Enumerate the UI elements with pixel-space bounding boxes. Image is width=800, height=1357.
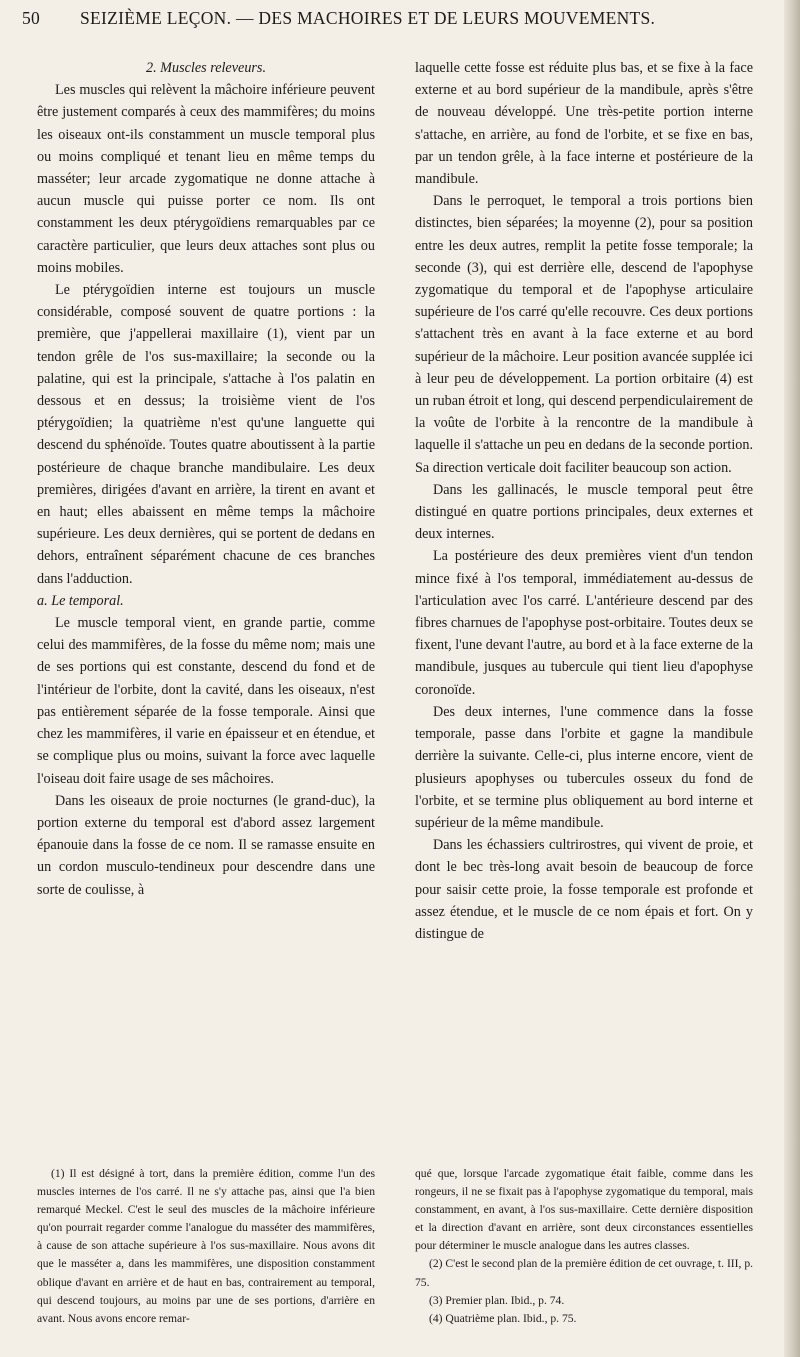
footnote: (3) Premier plan. Ibid., p. 74. xyxy=(429,1293,565,1307)
paragraph: Des deux internes, l'une commence dans la fosse temporale, passe dans l'orbite et gagne la mandibule derrière la suivante. Celle-ci, plus interne encore, vient de plusieurs apophyses ou tubercules osseux du fond de l'orbite, et se termine plus obliquement au bord interne et supérieur de la même mandibule. xyxy=(415,703,753,831)
paragraph: Le ptérygoïdien interne est toujours un muscle considérable, composé souvent de quatre portions : la première, que j'appellerai maxillaire (1), vient par un tendon grêle de l'os sus-maxillaire; la seconde ou la palatine, qui est la principale, s'attache à l'os palatin en dessous et en dessus; la troisième vient de l'os ptérygoïdien; la quatrième n'est qu'une languette qui descend du sphénoïde. Toutes quatre aboutissent à la partie postérieure de chaque branche mandibulaire. Les deux premières, dirigées d'avant en arrière, la tirent en avant et en haut; elles abaissent en même temps la mâchoire supérieure. Les deux dernières, qui se portent de dedans en dehors, entraînent séparément chacune de ces branches dans l'adduction. xyxy=(37,282,375,587)
footnote: (1) Il est désigné à tort, dans la première édition, comme l'un des muscles internes de l'os carré. Il ne s'y attache pas, ainsi que l'a bien remarqué Meckel. C'est le seul des muscles de la mâchoire inférieure qu'on pourrait regarder comme l'analogue du masséter des mammifères, à cause de son attache supérieure à l'os sus-maxillaire. Nous avons dit que le masséter a, dans les mammifères, une disposition constamment oblique d'avant en arrière et de haut en bas, contrairement au temporal, qui descend toujours, au moins par une de ses portions, d'arrière en avant. Nous avons encore remar- xyxy=(37,1167,375,1325)
paragraph: La postérieure des deux premières vient d'un tendon mince fixé à l'os temporal, immédiatement au-dessus de l'articulation avec l'os carré. L'antérieure descend par des fibres charnues de l'apophyse post-orbitaire. Toutes deux se fixent, l'une devant l'autre, au bord et à la face externe de la mandibule, jusques au tubercule qui tient lieu d'apophyse coronoïde. xyxy=(415,548,753,698)
paragraph: Dans le perroquet, le temporal a trois portions bien distinctes, bien séparées; la moyenne (2), pour sa position entre les deux autres, remplit la petite fosse temporale; la seconde (3), qui est derrière elle, descend de l'apophyse zygomatique du temporal et de l'apophyse articulaire supérieure de l'os carré qu'elle recouvre. Ces deux portions s'attachent très en avant à la face externe et au bord supérieur de la mâchoire. Leur position avancée supplée ici à leur peu de développement. La portion orbitaire (4) est un ruban étroit et long, qui descend perpendiculairement de la voûte de l'orbite à la rencontre de la mandibule à laquelle il s'attache un peu en dedans de la seconde portion. Sa direction verticale doit faciliter beaucoup son action. xyxy=(415,193,753,476)
paragraph: Le muscle temporal vient, en grande partie, comme celui des mammifères, de la fosse du même nom; mais une de ses portions qui est constante, descend du fond et de l'intérieur de l'orbite, dont la cavité, dans les oiseaux, n'est pas entièrement séparée de la fosse temporale. Ainsi que chez les mammifères, il varie en épaisseur et en étendue, et se complique plus ou moins, suivant la force avec laquelle l'oiseau doit faire usage de ses mâchoires. xyxy=(37,615,375,787)
paragraph: Dans les gallinacés, le muscle temporal peut être distingué en quatre portions principales, deux externes et deux internes. xyxy=(415,481,753,543)
running-title: SEIZIÈME LEÇON. — DES MACHOIRES ET DE LEURS MOUVEMENTS. xyxy=(80,8,656,28)
section-heading: 2. Muscles releveurs. xyxy=(145,60,267,76)
paragraph: Dans les échassiers cultrirostres, qui vivent de proie, et dont le bec très-long avait besoin de beaucoup de force pour saisir cette proie, la fosse temporale est profonde et assez étendue, et le muscle de ce nom épais et fort. On y distingue de xyxy=(415,837,753,942)
footnote: (2) C'est le second plan de la première édition de cet ouvrage, t. III, p. 75. xyxy=(415,1257,753,1289)
footnote: (4) Quatrième plan. Ibid., p. 75. xyxy=(429,1311,577,1325)
paragraph: Les muscles qui relèvent la mâchoire inférieure peuvent être justement comparés à ceux des mammifères; du moins les oiseaux ont-ils constamment un muscle temporal plus ou moins compliqué et tenant lieu en même temps du masséter; leur arcade zygomatique ne donne attache à aucun muscle qui puisse porter ce nom. Ils ont constamment les deux ptérygoïdiens remarquables par ce caractère particulier, que leurs deux attaches sont plus ou moins mobiles. xyxy=(37,82,375,276)
footnotes-right xyxy=(415,1165,753,1345)
right-column xyxy=(415,57,753,1155)
left-column xyxy=(37,57,375,1155)
page-edge xyxy=(784,0,800,1357)
paragraph: Dans les oiseaux de proie nocturnes (le grand-duc), la portion externe du temporal est d'abord assez largement épanouie dans la fosse de ce nom. Il se ramasse ensuite en un cordon musculo-tendineux pour descendre dans une sorte de coulisse, à xyxy=(37,792,375,898)
paragraph: laquelle cette fosse est réduite plus bas, et se fixe à la face externe et au bord supérieur de la mandibule, après s'être de nouveau développé. Une très-petite portion interne s'attache, en arrière, au fond de l'orbite, et se fixe en bas, par un tendon grêle, à la face interne et postérieure de la mandibule. xyxy=(415,60,753,188)
footnote-continuation: qué que, lorsque l'arcade zygomatique était faible, comme dans les rongeurs, il ne se fixait pas à l'apophyse zygomatique du temporal, mais constamment, en avant, à l'os sus-maxillaire. Cette dernière disposition et la direction d'avant en arrière, sont deux circonstances essentielles pour déterminer le muscle analogue dans les autres classes. xyxy=(415,1167,753,1253)
page-number: 50 xyxy=(22,8,41,28)
running-header xyxy=(22,8,762,32)
subsection-heading: a. Le temporal. xyxy=(37,592,124,609)
footnotes-left xyxy=(37,1165,375,1345)
